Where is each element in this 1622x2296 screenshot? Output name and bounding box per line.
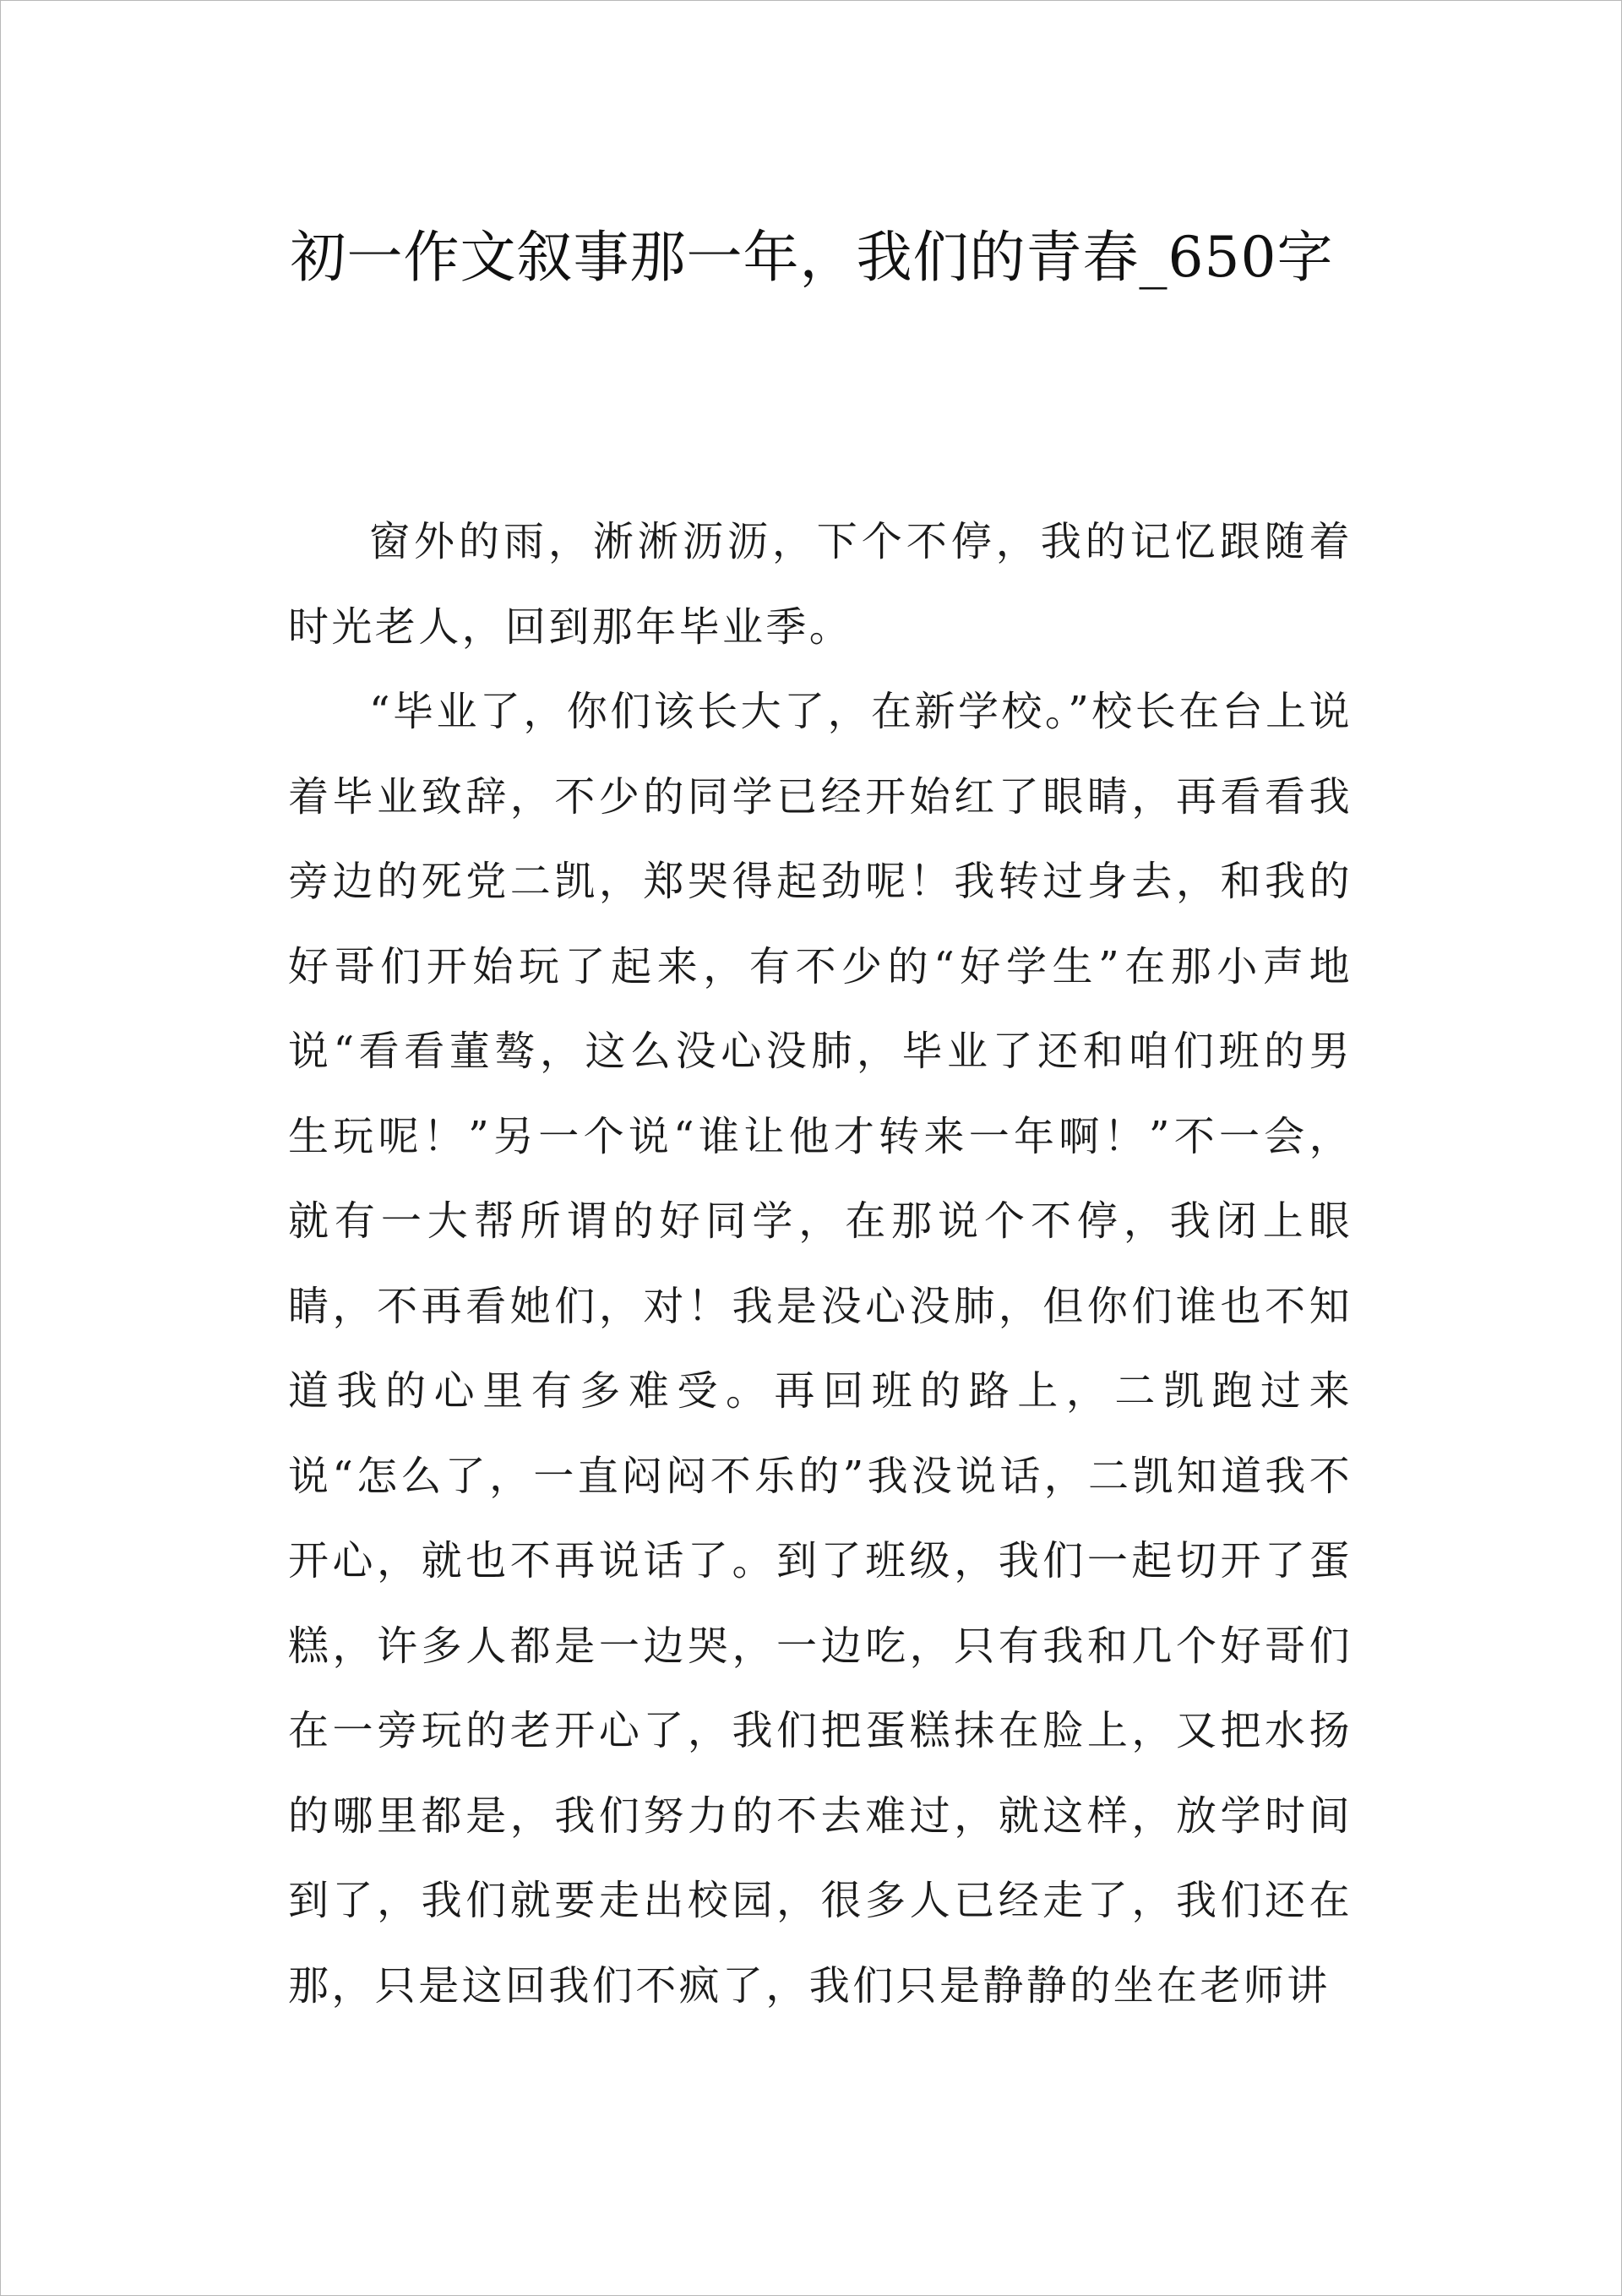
document-title: 初一作文叙事那一年，我们的青春_650字: [290, 225, 1334, 290]
paragraph-2: “毕业了，你们该长大了，在新学校。”校长在台上说着毕业致辞，不少的同学已经开始红了眼睛，再看看我旁边的死党二凯，郑哭得起劲呢！我转过身去，和我的好哥们开始玩了起来，有不少的“好学生”在那小声地说“看看董骜，这么没心没肺，毕业了还和咱们班的男生玩呢！”另一个说“谁让他才转来一年啊！”不一会，就有一大帮所谓的好同学，在那说个不停，我闭上眼睛，不再看她们，对！我是没心没肺，但你们谁也不知道我的心里有多难受。再回班的路上，二凯跑过来说“怎么了，一直闷闷不乐的”我没说话，二凯知道我不开心，就也不再说话了。到了班级，我们一起切开了蛋糕，许多人都是一边哭，一边吃，只有我和几个好哥们在一旁玩的老开心了，我们把蛋糕抹在脸上，又把水扬的哪里都是，我们努力的不去难过，就这样，放学时间到了，我们就要走出校园，很多人已经走了，我们还在那，只是这回我们不疯了，我们只是静静的坐在老师讲: [288, 688, 1353, 2010]
document-body: [288, 499, 1353, 2028]
paragraph-1: 窗外的雨，淅淅沥沥，下个不停，我的记忆跟随着时光老人，回到那年毕业季。: [288, 518, 1353, 651]
